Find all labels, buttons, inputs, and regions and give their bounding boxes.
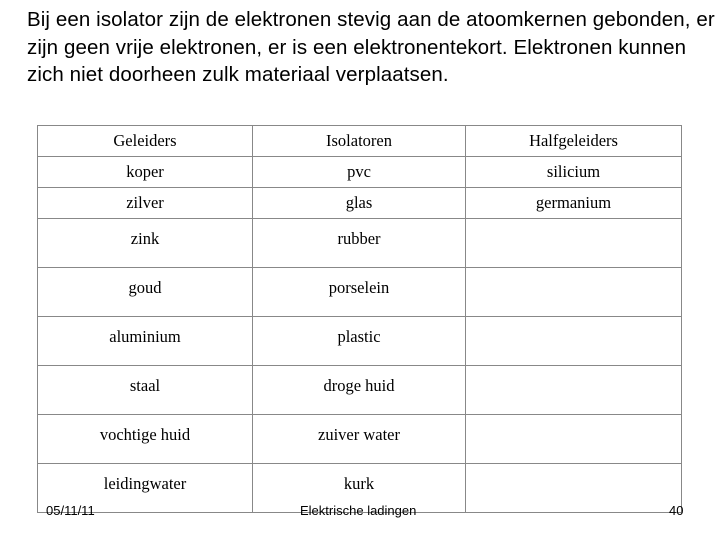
table-row — [38, 188, 682, 219]
table-cell-text: vochtige huid — [99, 425, 191, 444]
table-cell — [38, 366, 253, 415]
table-cell — [38, 317, 253, 366]
table-cell: glas — [253, 188, 466, 219]
table-cell — [466, 415, 682, 464]
table-cell — [253, 219, 466, 268]
table-cell: silicium — [466, 157, 682, 188]
table-cell: pvc — [253, 157, 466, 188]
table-row — [38, 268, 682, 317]
table-row — [38, 415, 682, 464]
table-cell — [253, 415, 466, 464]
footer-date: 05/11/11 — [46, 503, 95, 518]
table-cell — [253, 317, 466, 366]
table-cell-text: goud — [128, 278, 162, 297]
table-cell-text: zink — [130, 229, 160, 248]
table-cell-text: staal — [129, 376, 161, 395]
table-cell — [466, 464, 682, 513]
page-number: 40 — [669, 503, 684, 518]
table-row — [38, 366, 682, 415]
table-header-row — [38, 126, 682, 157]
table-cell — [38, 219, 253, 268]
table-cell-text: droge huid — [323, 376, 395, 395]
table-cell-text: porselein — [328, 278, 390, 297]
table-cell-text: aluminium — [109, 327, 181, 346]
table-cell — [466, 317, 682, 366]
table-row — [38, 317, 682, 366]
table-cell-text: leidingwater — [103, 474, 187, 493]
table-cell — [466, 219, 682, 268]
table-row — [38, 219, 682, 268]
table-cell — [38, 415, 253, 464]
table-cell — [38, 268, 253, 317]
table-row — [38, 157, 682, 188]
footer-title: Elektrische ladingen — [300, 503, 417, 518]
header-geleiders: Geleiders — [38, 126, 253, 157]
table-cell-text: plastic — [337, 327, 381, 346]
materials-table — [37, 125, 682, 513]
header-isolatoren: Isolatoren — [253, 126, 466, 157]
table-cell — [466, 268, 682, 317]
header-halfgeleiders: Halfgeleiders — [466, 126, 682, 157]
table-cell: koper — [38, 157, 253, 188]
table-cell-text: rubber — [337, 229, 381, 248]
table-cell-text: kurk — [343, 474, 375, 493]
table-cell-text: zuiver water — [318, 425, 400, 444]
table-cell: zilver — [38, 188, 253, 219]
table-cell: germanium — [466, 188, 682, 219]
intro-paragraph: Bij een isolator zijn de elektronen stevig aan de atoomkernen gebonden, er zijn geen vrije elektronen, er is een elektronentekort. Elektronen kunnen zich niet doorheen zulk materiaal verplaatsen. — [27, 8, 715, 86]
table-cell — [253, 268, 466, 317]
table-cell — [253, 366, 466, 415]
table-cell — [466, 366, 682, 415]
